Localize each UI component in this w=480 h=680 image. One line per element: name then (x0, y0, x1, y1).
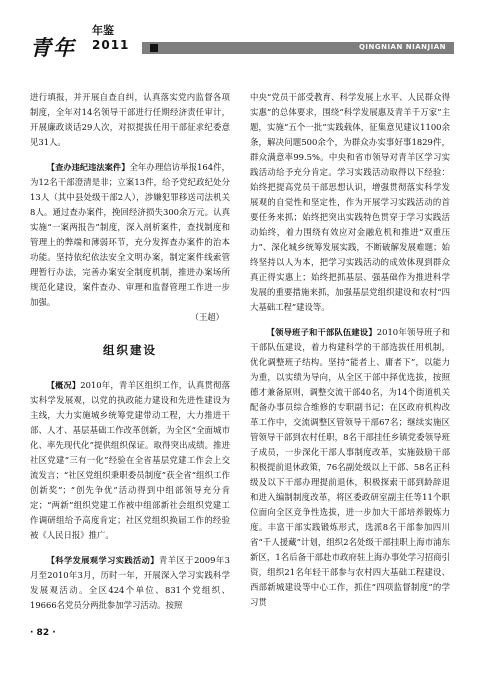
logo-brand: 青年 (30, 35, 76, 60)
heading-leadership: 【领导班子和干部队伍建设】 (266, 327, 377, 337)
heading-practice: 【科学发展观学习实践活动】 (46, 555, 159, 565)
paragraph-supervision: 进行填报，并开展自查自纠，认真落实党内监督各项制度，全年对14名领导干部进行任期经济责任审计，开展廉政谈话29人次，对拟提拔任用干部征求纪委意见31人。 (30, 92, 230, 147)
publication-name: QINGNIAN NIANJIAN (358, 43, 446, 51)
header-bar-square (150, 44, 158, 52)
heading-case-handling: 【查办违纪违法案件】 (46, 162, 130, 172)
logo-year: 2011 (92, 38, 130, 52)
page-number: · 82 · (30, 628, 56, 638)
paragraph-case-handling (30, 160, 230, 310)
yearbook-logo (24, 14, 144, 62)
paragraph-leadership (250, 325, 450, 610)
text-overview: 2010年，青羊区组织工作，认真贯彻落实科学发展观，以党的执政能力建设和先进性建设为主线，大力实施城乡统筹党建带动工程，大力推进干部、人才、基层基础工作改革创新，为全区“全面城市化、率先现代化”提供组织保证。取得突出成绩。推进社区党建“三有一化”经验在全省基层党建工作会上交流发言；“社区党组织秉职委员制度”获全省“组织工作创新奖”；“创先争优”活动得到中组部领导充分肯定；“两新”组织党建工作被中组部新社会组织党建工作调研组给予高度肯定；社区党组织换届工作的经验被《人民日报》推广。 (30, 380, 230, 540)
section-title: 组织建设 (103, 343, 157, 357)
logo-yearbook-label: 年鉴 (92, 24, 114, 37)
author-signature: （王超） (190, 312, 224, 322)
text-leadership: 2010年领导班子和干部队伍建设，着力构建科学的干部选拔任用机制，优化调整班子结构。坚持“能者上、庸者下”，以能力为重，以实绩为导向，从全区干部中择优选拔，按照德才兼备原则，调整交流干部40名，为14个街道机关配备办事员综合维修的专职副书记；在区政府机构改革工作中，交流调整区管领导干部67名；继续实施区管领导干部到农村任职，8名干部挂任乡镇党委领导班子成员，一步深化干部人事制度改革，实施鼓励干部积极提前退休政策，76名副处级以上干部、58名正科级及以下干部办理提前退休，积极探索干部到龄辞退和进入编制制度改革，将区委政研室副主任等11个职位面向全区竞争性选拔，进一步加大干部培养锻炼力度。丰富干部实践锻炼形式，选派8名干部参加四川省“千人援藏”计划，组织2名处级干部挂职上海市浦东新区，1名后备干部赴市政府驻上海办事处学习招商引资，组织21名年轻干部参与农村四大基础工程建设、西部新城建设等中心工作，抓住“四项监督制度”的学习贯 (250, 327, 450, 607)
text-case-handling: 全年办理信访举报164件，为12名干部澄清是非；立案13件，给予党纪政纪处分13人（其中县处级干部2人），涉嫌犯罪移送司法机关8人。通过查办案件，挽回经济损失300余万元。认真实施“一案两报告”制度，深入剖析案件，查找制度和管理上的弊端和薄弱环节，充分发挥查办案件的治本功能。坚持依纪依法安全文明办案，制定案件线索管理暂行办法，完善办案安全制度机制，推进办案场所规范化建设，案件查办、审理和监督管理工作进一步加强。 (30, 162, 230, 307)
text-practice: 青羊区于2009年3月至2010年3月，历时一年，开展深入学习实践科学发展观活动。全区424个单位、831个党组织、19666名党员分两批参加学习活动。按照 (30, 555, 230, 610)
page-header (24, 14, 456, 66)
paragraph-overview (30, 378, 230, 543)
paragraph-practice (30, 553, 230, 613)
header-bar (142, 42, 454, 54)
paragraph-practice-continued: 中央“党员干部受教育、科学发展上水平、人民群众得实惠”的总体要求，围绕“科学发展惠及青羊千万家”主题，实施“五个一批”实践载体，征集意见建议1100余条，解决问题500余个，为群众办实事好事1829件，群众满意率99.5%。中央和省市领导对青羊区学习实践活动给予充分肯定。学习实践活动取得以下经验：始终把提高党员干部思想认识，增强贯彻落实科学发展观的自觉性和坚定性，作为开展学习实践活动的首要任务来抓；始终把突出实践特色贯穿于学习实践活动始终，着力围绕有效应对金融危机和推进“双重压力”、深化城乡统筹发展实践，不断破解发展难题；始终坚持以人为本，把学习实践活动的成效体现到群众真正得实惠上；始终把抓基层、强基础作为推进科学发展的重要措施来抓，加强基层党组织建设和农村“四大基础工程”建设等。 (250, 92, 450, 312)
right-column (250, 90, 450, 610)
heading-overview: 【概况】 (46, 380, 81, 390)
left-column (30, 90, 230, 613)
